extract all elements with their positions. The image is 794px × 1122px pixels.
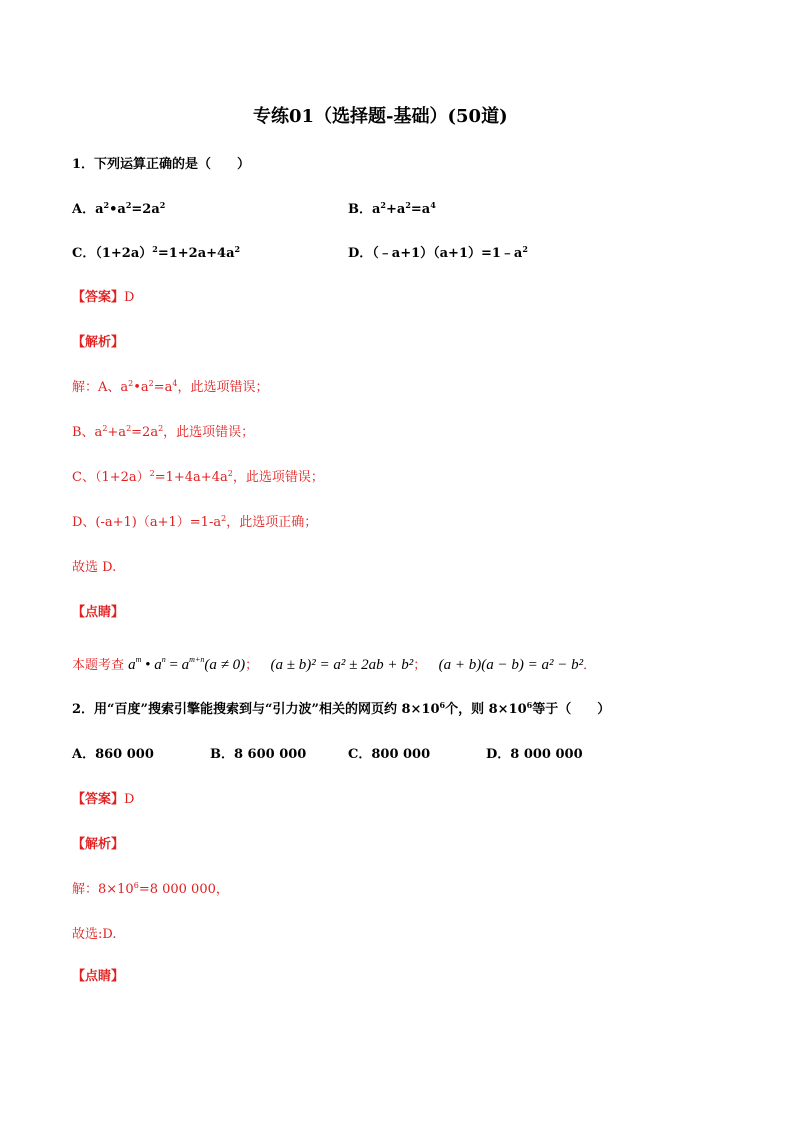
question-1-note-label: 【点睛】 (72, 605, 125, 620)
question-1-solution-line-4: D、$(-a+1)(a+1)=1-a^2$，此选项正确； (72, 514, 318, 530)
formula-square-binomial: (a ± b)² = a² ± 2ab + b² (270, 657, 414, 673)
question-1-analysis-label: 【解析】 (72, 335, 125, 350)
question-2-solution-line-2: 故选:D. (72, 927, 117, 942)
question-2-stem: 2．用“百度”搜索引擎能搜索到与“引力波”相关的网页约 $8\times 10^6$个，则 $8\times 10^6$等于（ ） (72, 700, 611, 717)
question-1-solution-line-5: 故选 D. (72, 560, 117, 575)
page-title: 专练01（选择题-基础）(50道) (253, 106, 508, 127)
formula-power-product: $a^m$ • $a^n = a^{m+n}(a \ne 0)$ (128, 655, 246, 673)
question-1-solution-line-3: C、$(1+2a)^2=1+4a+4a^2$，此选项错误； (72, 469, 324, 485)
question-1-solution-line-1: 解：A、$a^2•a^2=a^4$，此选项错误； (72, 379, 269, 395)
question-2-option-c: C．800 000 (348, 747, 431, 762)
question-2-solution-line-1: 解：$8\times 10^6=8$ 000 000， (72, 881, 229, 897)
question-1-solution-line-2: B、$a^2+a^2=2a^2$，此选项错误； (72, 424, 255, 440)
question-2-answer: 【答案】D (72, 792, 135, 807)
question-1-option-b: B．$a^2+a^2=a^4$ (348, 200, 436, 217)
question-1-option-c: C．$(1+2a)^2=1+2a+4a^2$ (72, 244, 241, 261)
question-2-option-d: D．8 000 000 (486, 747, 583, 762)
question-2-analysis-label: 【解析】 (72, 837, 125, 852)
question-1-option-d: D．$(﹣a+1)(a+1)=1﹣a^2$ (348, 244, 528, 261)
question-2-option-b: B．8 600 000 (210, 747, 307, 762)
question-2-option-a: A．860 000 (72, 747, 154, 762)
question-1-answer: 【答案】D (72, 290, 135, 305)
question-1-option-a: A．$a^2•a^2=2a^2$ (72, 200, 166, 217)
question-1-note: 本题考查 $a^m$ • $a^n = a^{m+n}(a \ne 0)$； (a ± b)² = a² ± 2ab + b²； (a + b)(a − b) = a² − b²． (72, 655, 597, 673)
formula-difference-of-squares: (a + b)(a − b) = a² − b² (438, 657, 584, 673)
question-1-stem: 1．下列运算正确的是（ ） (72, 157, 251, 172)
question-2-note-label: 【点睛】 (72, 969, 125, 984)
